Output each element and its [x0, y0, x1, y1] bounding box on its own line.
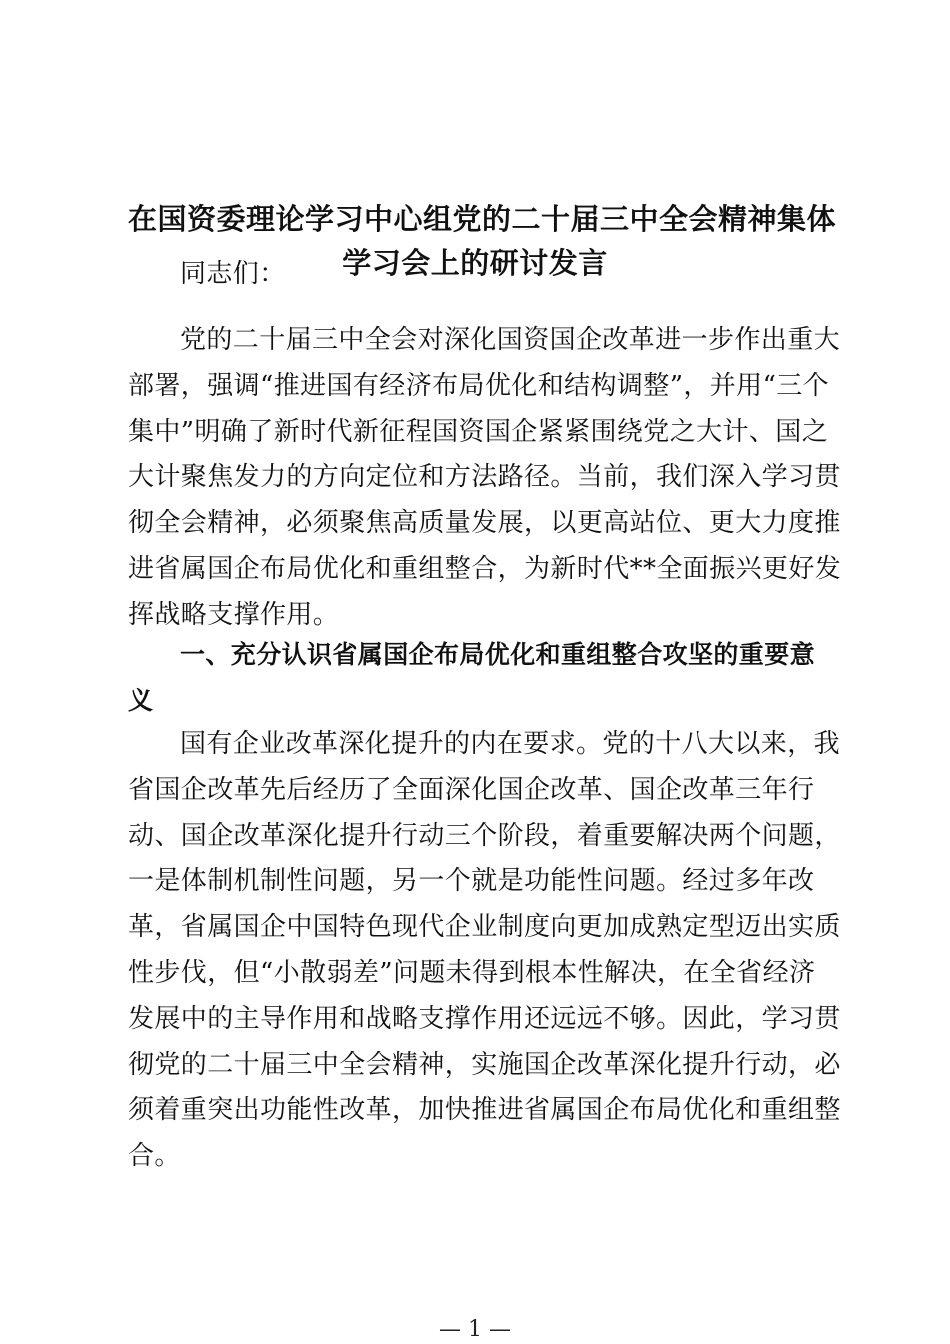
- paragraph-line: 进省属国企布局优化和重组整合，为新时代**全面振兴更好发: [128, 553, 842, 584]
- salutation-text: 同志们：: [180, 259, 286, 289]
- heading-line: 义: [128, 685, 154, 715]
- paragraph-line: 革，省属国企中国特色现代企业制度向更加成熟定型迈出实质: [128, 912, 841, 943]
- paragraph-line: 大计聚焦发力的方向定位和方法路径。当前，我们深入学习贯: [128, 462, 841, 493]
- paragraph-line: 发展中的主导作用和战略支撑作用还远远不够。因此，学习贯: [128, 1003, 841, 1034]
- paragraph-section-1: [128, 722, 841, 1180]
- paragraph-line: 党的二十届三中全会对深化国资国企改革进一步作出重大: [180, 325, 841, 355]
- page-number: — 1 —: [439, 1317, 511, 1342]
- paragraph-line: 彻全会精神，必须聚焦高质量发展，以更高站位、更大力度推: [128, 508, 841, 539]
- paragraph-line: 省国企改革先后经历了全面深化国企改革、国企改革三年行: [128, 774, 815, 805]
- paragraph-intro: [128, 318, 842, 639]
- paragraph-line: 彻党的二十届三中全会精神，实施国企改革深化提升行动，必: [128, 1049, 841, 1080]
- title-line: 在国资委理论学习中心组党的二十届三中全会精神集体: [128, 202, 837, 237]
- paragraph-line: 须着重突出功能性改革，加快推进省属国企布局优化和重组整: [128, 1095, 841, 1126]
- paragraph-line: 动、国企改革深化提升行动三个阶段，着重要解决两个问题，: [128, 820, 841, 851]
- heading-line: 一、充分认识省属国企布局优化和重组整合攻坚的重要意: [180, 640, 816, 669]
- paragraph-line: 性步伐，但“小散弱差”问题未得到根本性解决，在全省经济: [128, 957, 816, 988]
- paragraph-line: 合。: [128, 1141, 181, 1172]
- title-line: 学习会上的研讨发言: [342, 246, 608, 281]
- paragraph-line: 部署，强调“推进国有经济布局优化和结构调整”，并用“三个: [128, 370, 830, 401]
- paragraph-line: 一是体制机制性问题，另一个就是功能性问题。经过多年改: [128, 866, 815, 897]
- section-heading-1: [128, 632, 822, 724]
- paragraph-line: 国有企业改革深化提升的内在要求。党的十八大以来，我: [180, 729, 841, 759]
- paragraph-line: 挥战略支撑作用。: [128, 599, 340, 630]
- salutation: [128, 252, 822, 298]
- paragraph-line: 集中”明确了新时代新征程国资国企紧紧围绕党之大计、国之: [128, 416, 829, 447]
